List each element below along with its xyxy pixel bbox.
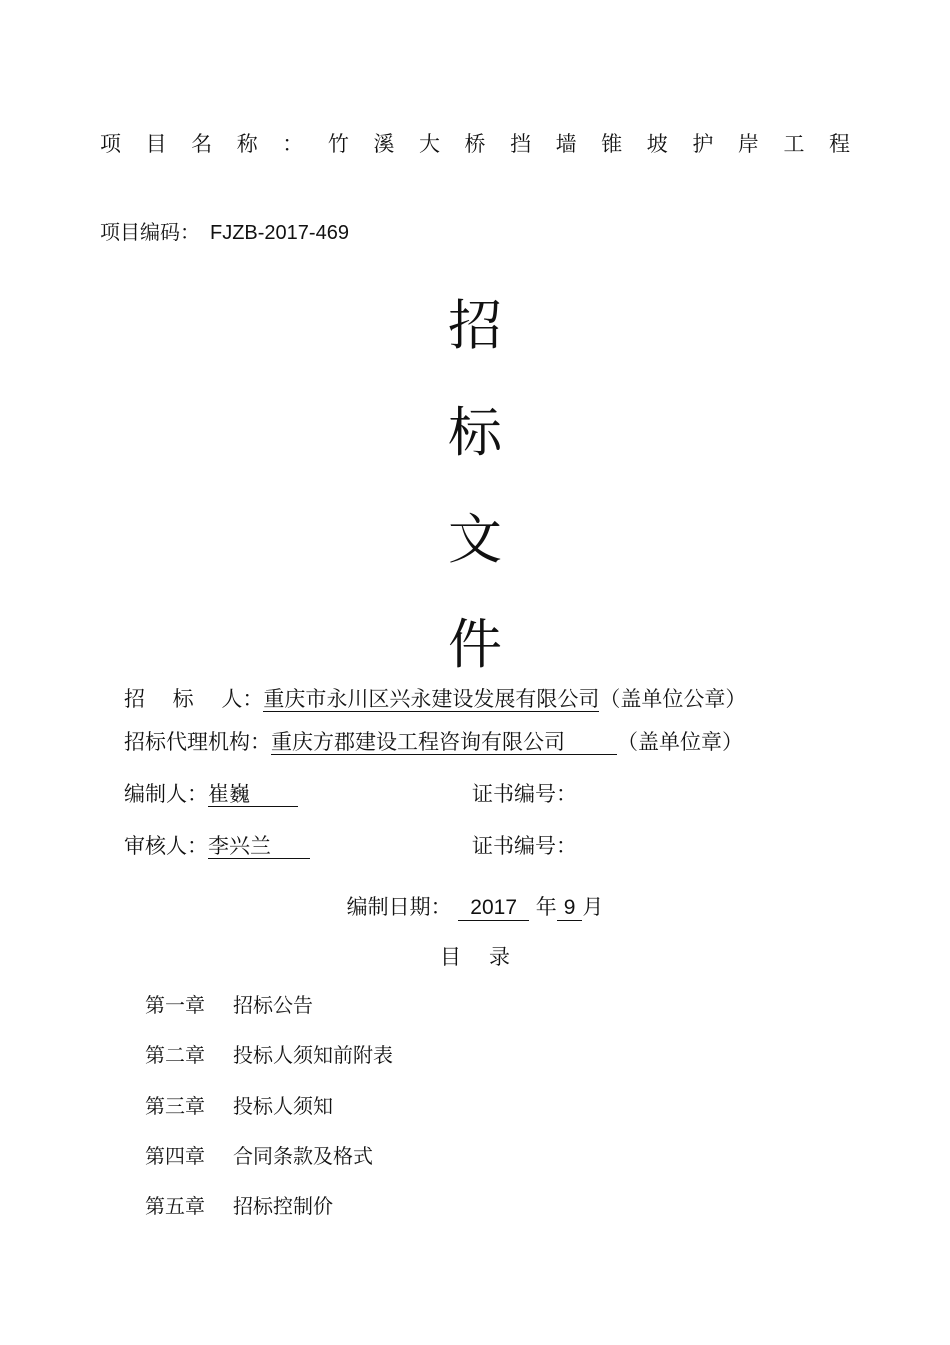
project-name-char: 护 [692,132,714,156]
compiler-value: 崔巍 [208,782,298,807]
toc-item-chapter: 第五章 [145,1194,205,1218]
reviewer-label: 审核人： [124,834,208,858]
project-code-line [100,218,349,247]
toc-item-chapter: 第三章 [145,1094,205,1118]
toc-item [145,1191,333,1221]
toc-item-title: 招标控制价 [233,1194,333,1218]
project-name-char: 程 [829,132,850,156]
project-name-char: 项 [100,132,121,156]
toc-item-chapter: 第四章 [145,1144,205,1168]
toc-item [145,990,313,1020]
toc-item-title: 合同条款及格式 [233,1144,373,1168]
project-name-line [100,130,850,158]
compile-date-line [0,892,950,922]
toc-item-title: 招标公告 [233,993,313,1017]
toc-item-chapter: 第一章 [145,993,205,1017]
compiler-line [124,779,298,809]
project-name-char: 竹 [327,132,349,156]
project-name-char: 岸 [737,132,759,156]
project-code-value: FJZB-2017-469 [210,222,349,244]
tenderer-line [124,684,746,714]
document-title-char: 标 [448,401,502,464]
document-title-char: 件 [448,613,502,676]
compiler-label: 编制人： [124,782,208,806]
project-name-char: 墙 [555,132,577,156]
compile-date-year-unit: 年 [535,895,557,919]
project-name-char: 名 [191,132,213,156]
toc-item-chapter: 第二章 [145,1043,205,1067]
toc-item [145,1091,333,1121]
project-name-char: 大 [418,132,440,156]
project-name-char: 称 [236,132,258,156]
tenderer-value: 重庆市永川区兴永建设发展有限公司 [263,687,600,711]
document-title-char: 招 [448,294,502,357]
agency-seal-note: （盖单位章） [617,730,743,754]
tenderer-seal-note: （盖单位公章） [599,687,747,711]
toc-item [145,1141,373,1171]
project-name-char: ： [282,132,304,156]
compile-date-month: 9 [557,896,583,921]
reviewer-line [124,831,310,861]
agency-label: 招标代理机构： [124,730,271,754]
project-name-char: 桥 [464,132,486,156]
tenderer-label: 招 标 人： [124,687,264,711]
reviewer-cert-label: 证书编号： [472,834,577,858]
toc-heading: 目录 [440,945,538,969]
agency-value: 重庆方郡建设工程咨询有限公司 [271,730,617,755]
project-name-char: 挡 [510,132,532,156]
compiler-cert-label: 证书编号： [472,782,577,806]
project-name-char: 锥 [601,132,623,156]
project-name-char: 坡 [646,132,668,156]
compile-date-label: 编制日期： [346,895,452,919]
document-title-char: 文 [448,508,502,571]
reviewer-value: 李兴兰 [208,834,310,859]
toc-item-title: 投标人须知前附表 [233,1043,393,1067]
toc-item [145,1040,393,1070]
project-name-char: 目 [145,132,167,156]
compile-date-month-unit: 月 [582,895,604,919]
compile-date-year: 2017 [458,896,529,921]
project-name-char: 工 [783,132,805,156]
project-code-label: 项目编码： [100,220,200,244]
project-name-char: 溪 [373,132,395,156]
agency-line [124,727,743,757]
toc-item-title: 投标人须知 [233,1094,333,1118]
